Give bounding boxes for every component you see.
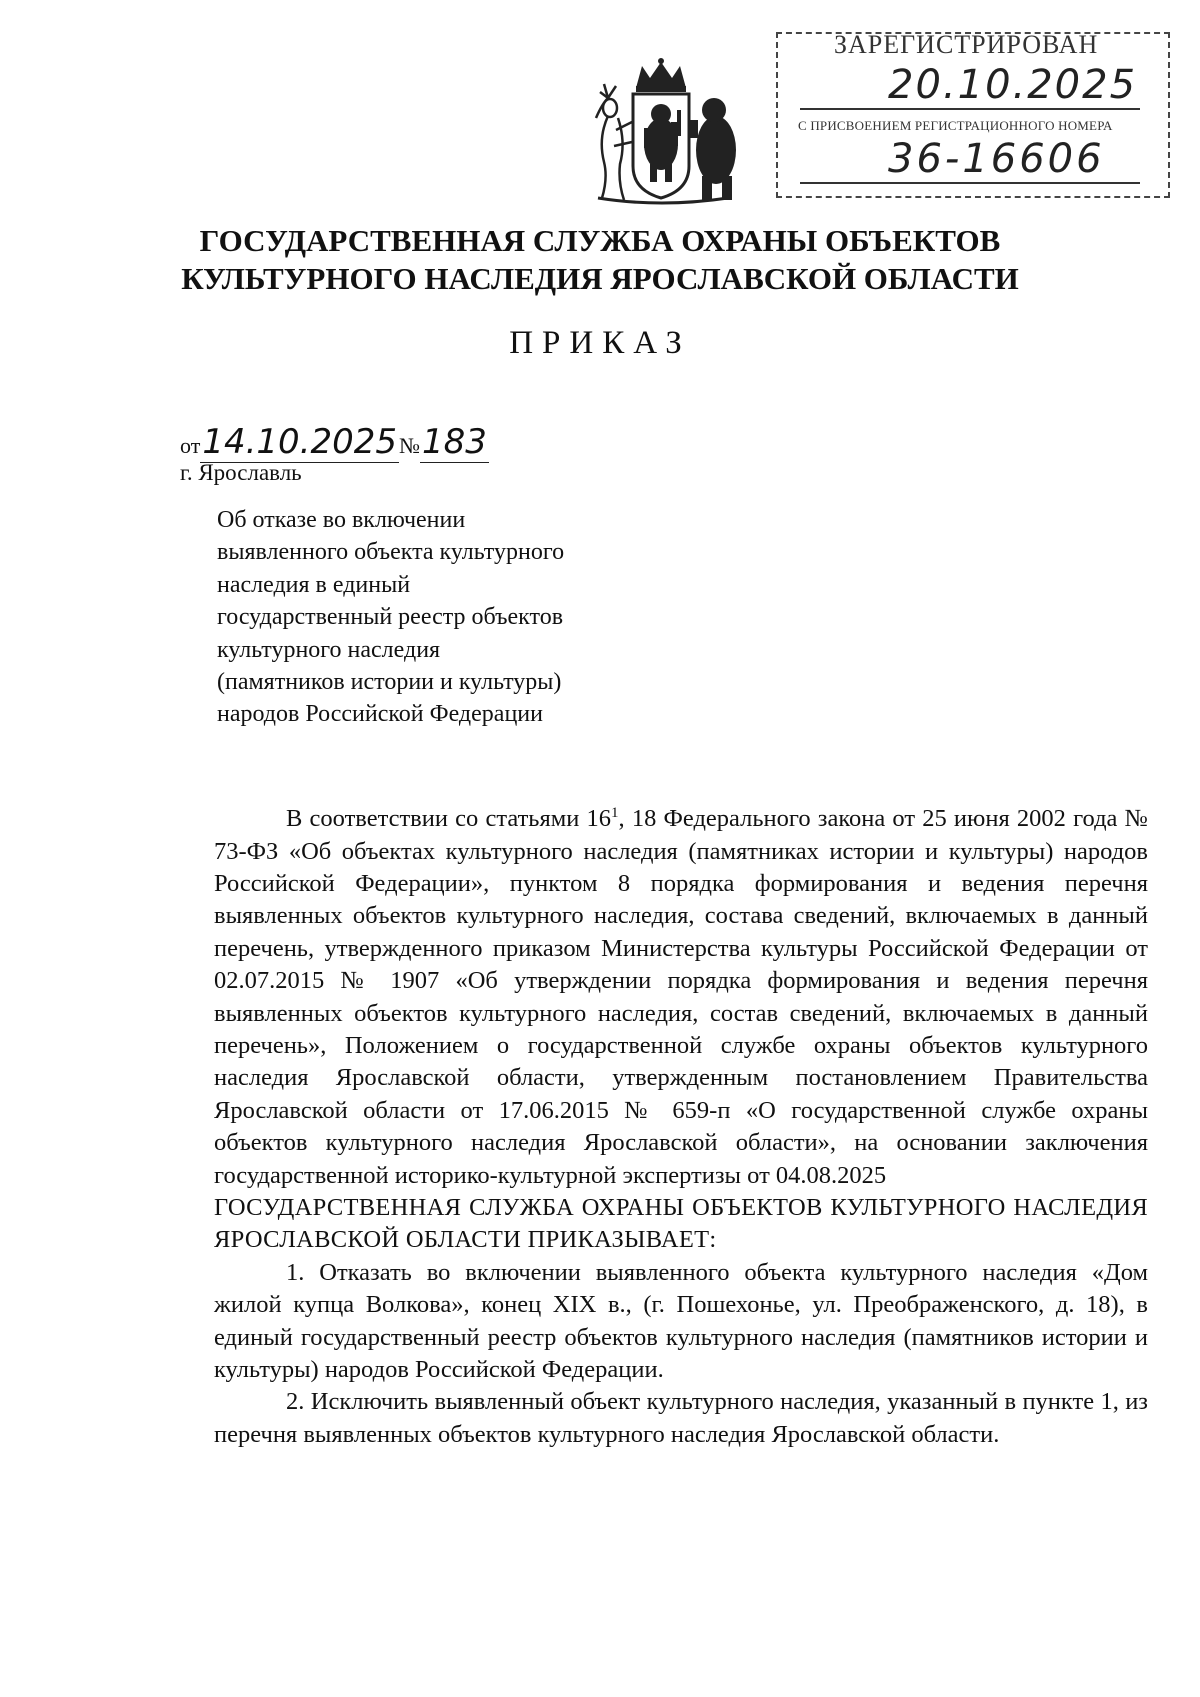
- stamp-caption: С ПРИСВОЕНИЕМ РЕГИСТРАЦИОННОГО НОМЕРА: [798, 118, 1113, 133]
- subject-line: культурного наследия: [217, 636, 441, 663]
- stamp-date: 20.10.2025: [888, 62, 1138, 108]
- order-subject: [217, 504, 637, 731]
- stamp-divider: [800, 182, 1140, 184]
- organization-title: [0, 222, 1200, 298]
- subject-line: народов Российской Федерации: [217, 701, 543, 728]
- order-date: 14.10.2025: [202, 422, 397, 462]
- subject-line: (памятников истории и культуры): [217, 669, 562, 696]
- resolution-heading: ГОСУДАРСТВЕННАЯ СЛУЖБА ОХРАНЫ ОБЪЕКТОВ КУЛЬТУРНОГО НАСЛЕДИЯ ЯРОСЛАВСКОЙ ОБЛАСТИ ПРИКАЗЫВАЕТ:: [214, 1194, 1148, 1254]
- subject-line: государственный реестр объектов: [217, 604, 564, 631]
- order-body: [214, 797, 1148, 1451]
- from-label: от: [180, 433, 201, 458]
- preamble-text: , 18 Федерального закона от 25 июня 2002 года № 73-ФЗ «Об объектах культурного наследия (памятниках истории и культуры) народов Российской Федерации», пунктом 8 порядка формирования и ведения перечня выявленных объектов культурного наследия, состава сведений, включаемых в данный перечень, утвержденного приказом Министерства культуры Российской Федерации от 02.07.2015 № 1907 «Об утверждении порядка формирования и ведения перечня выявленных объектов культурного наследия, состав сведений, включаемых в данный перечень», Положением о государственной службе охраны объектов культурного наследия Ярославской области, утвержденным постановлением Правительства Ярославской области от 17.06.2015 № 659-п «О государственной службе охраны объектов культурного наследия Ярославской области», на основании заключения государственной историко-культурной экспертизы от 04.08.2025: [214, 805, 1148, 1189]
- order-item: 2. Исключить выявленный объект культурного наследия, указанный в пункте 1, из перечня выявленных объектов культурного наследия Ярославской области.: [214, 1388, 1148, 1448]
- document-type: ПРИКАЗ: [509, 325, 691, 361]
- order-meta: [180, 422, 489, 462]
- organization-title-line: КУЛЬТУРНОГО НАСЛЕДИЯ ЯРОСЛАВСКОЙ ОБЛАСТИ: [181, 261, 1019, 296]
- superscript: 1: [611, 805, 619, 821]
- preamble-text: В соответствии со статьями 16: [286, 805, 612, 833]
- stamp-number: 36-16606: [888, 136, 1105, 182]
- yaroslavl-coat-of-arms-icon: [578, 58, 744, 206]
- stamp-divider: [800, 108, 1140, 110]
- city: г. Ярославль: [180, 460, 302, 485]
- number-label: №: [399, 433, 420, 458]
- subject-line: Об отказе во включении: [217, 507, 466, 533]
- stamp-title: ЗАРЕГИСТРИРОВАН: [834, 30, 1099, 59]
- preamble-paragraph: [214, 797, 1148, 1192]
- subject-line: наследия в единый: [217, 571, 411, 598]
- organization-title-line: ГОСУДАРСТВЕННАЯ СЛУЖБА ОХРАНЫ ОБЪЕКТОВ: [199, 223, 1001, 258]
- order-item: 1. Отказать во включении выявленного объекта культурного наследия «Дом жилой купца Волкова», конец XIX в., (г. Пошехонье, ул. Преображенского, д. 18), в единый государственный реестр объектов культурного наследия (памятников истории и культуры) народов Российской Федерации.: [214, 1258, 1148, 1384]
- subject-line: выявленного объекта культурного: [217, 539, 565, 566]
- order-number: 183: [422, 422, 487, 462]
